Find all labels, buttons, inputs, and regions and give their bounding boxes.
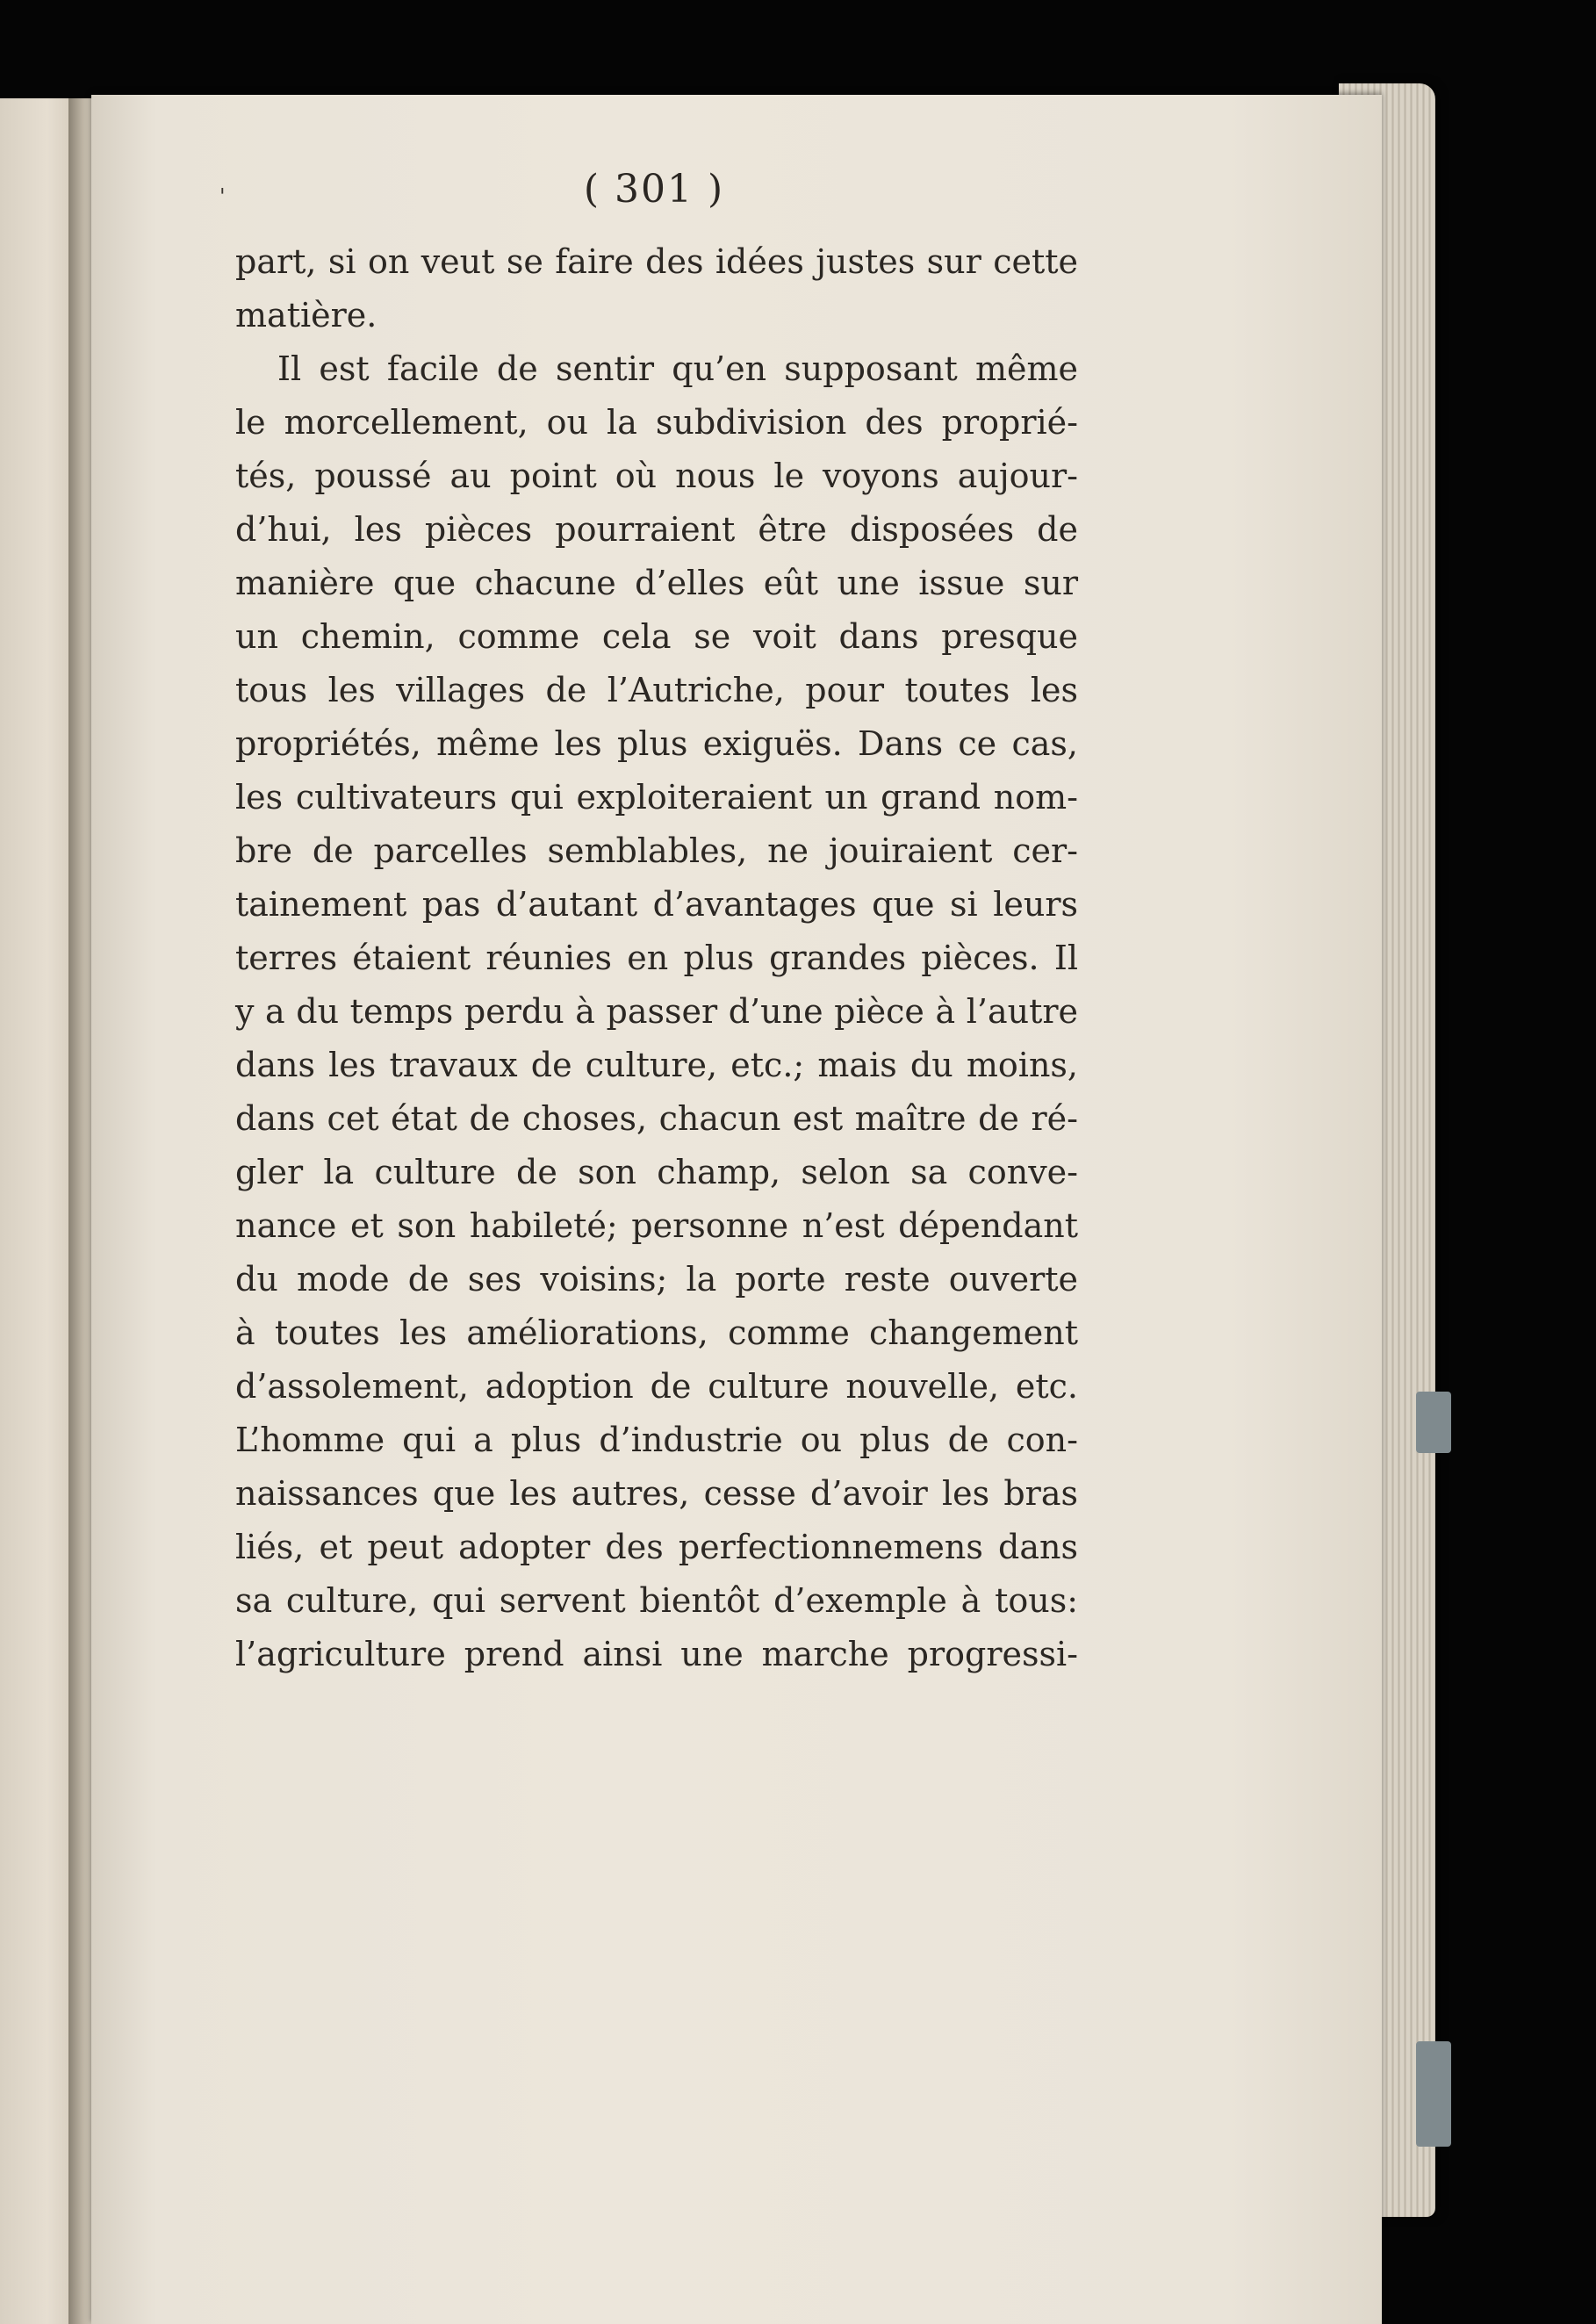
- text-line: part, si on veut se faire des idées justes sur cette: [235, 242, 1078, 281]
- page-number: ( 301 ): [583, 167, 725, 212]
- text-line: liés, et peut adopter des perfectionnemens dans: [235, 1528, 1078, 1566]
- text-line: tés, poussé au point où nous le voyons aujour-: [235, 457, 1078, 495]
- text-line: dans cet état de choses, chacun est maître de ré-: [235, 1099, 1078, 1138]
- text-line: à toutes les améliorations, comme changement: [235, 1313, 1078, 1352]
- text-line: gler la culture de son champ, selon sa conve-: [235, 1153, 1078, 1191]
- text-line: manière que chacune d’elles eût une issue sur: [235, 564, 1078, 602]
- text-line: un chemin, comme cela se voit dans presque: [235, 617, 1078, 656]
- text-line: bre de parcelles semblables, ne jouiraient cer-: [235, 831, 1078, 870]
- page-text: [235, 235, 1078, 1681]
- text-line: matière.: [235, 296, 377, 335]
- text-line: l’agriculture prend ainsi une marche progressi-: [235, 1635, 1078, 1673]
- text-line: le morcellement, ou la subdivision des proprié-: [235, 403, 1078, 442]
- text-line: naissances que les autres, cesse d’avoir les bras: [235, 1474, 1078, 1513]
- text-line: terres étaient réunies en plus grandes pièces. Il: [235, 939, 1078, 977]
- text-line: d’assolement, adoption de culture nouvelle, etc.: [235, 1367, 1078, 1406]
- text-line: tainement pas d’autant d’avantages que si leurs: [235, 885, 1078, 924]
- text-line: L’homme qui a plus d’industrie ou plus de con-: [235, 1421, 1078, 1459]
- page-tab: [1416, 1392, 1451, 1453]
- text-line: d’hui, les pièces pourraient être disposées de: [235, 510, 1078, 549]
- stray-ink-mark: ': [219, 184, 226, 209]
- text-line: nance et son habileté; personne n’est dépendant: [235, 1206, 1078, 1245]
- text-line: les cultivateurs qui exploiteraient un grand nom-: [235, 778, 1078, 817]
- text-line: y a du temps perdu à passer d’une pièce à l’autre: [235, 992, 1078, 1031]
- page-tab: [1416, 2041, 1451, 2147]
- text-line: sa culture, qui servent bientôt d’exemple à tous:: [235, 1581, 1078, 1620]
- text-line: Il est facile de sentir qu’en supposant même: [277, 349, 1078, 388]
- text-line: tous les villages de l’Autriche, pour toutes les: [235, 671, 1078, 709]
- text-line: propriétés, même les plus exiguës. Dans ce cas,: [235, 724, 1078, 763]
- text-line: dans les travaux de culture, etc.; mais du moins,: [235, 1046, 1078, 1084]
- text-line: du mode de ses voisins; la porte reste ouverte: [235, 1260, 1078, 1299]
